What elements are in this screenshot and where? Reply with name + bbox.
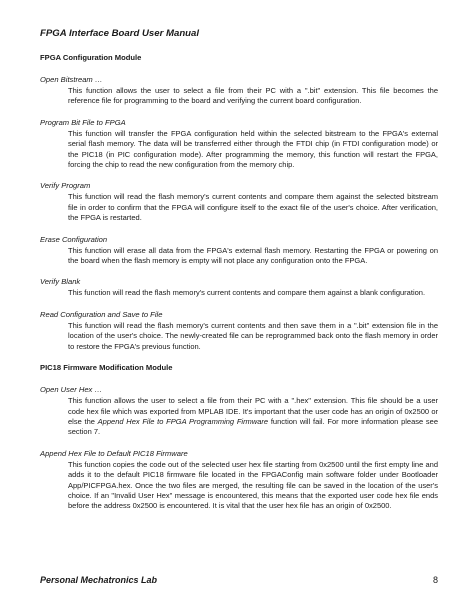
section-append-hex-file: [40, 449, 438, 512]
section-body: This function will erase all data from the FPGA's external flash memory. Restarting the FPGA or powering on the board when the flash memory is empty will not place any configuration onto the FPGA.: [68, 245, 438, 266]
section-program-bit-file: [40, 118, 438, 171]
section-erase-configuration: [40, 235, 438, 267]
section-title: Open Bitstream …: [40, 75, 103, 84]
section-title: Open User Hex …: [40, 385, 103, 395]
running-header-title: FPGA Interface Board User Manual: [40, 28, 200, 39]
body-text: This function allows the user to select a file from their PC with a ".hex" extension. This file should be a user code hex file which was exported from MPLAB IDE. It's important that the user code has an origin of 0x2500 or else the: [68, 396, 438, 426]
module-heading-fpga-configuration: FPGA Configuration Module: [40, 53, 142, 62]
section-title: Append Hex File to Default PIC18 Firmware: [40, 448, 188, 458]
section-read-configuration: [40, 310, 438, 352]
section-body: This function will read the flash memory's current contents and then save them in a ".bit" extension file in the location of the user's choice. The newly-created file can be reprogrammed back onto the flash memory in order to restore the FPGA's previous function.: [68, 320, 438, 351]
section-body: This function will read the flash memory's current contents and compare them against the selected bitstream file in order to confirm that the FPGA will configure itself to the exact file of the user's choice. After verification, the FPGA is restarted.: [68, 192, 438, 223]
section-title: Verify Blank: [40, 277, 81, 287]
section-open-user-hex: [40, 385, 438, 438]
section-title: Erase Configuration: [40, 234, 108, 244]
section-title: Program Bit File to FPGA: [40, 117, 126, 127]
section-body: This function copies the code out of the selected user hex file starting from 0x2500 until the first empty line and adds it to the default PIC18 firmware file located in the FPGAConfig main software folder under Bootloader App/PICFPGA.hex. Once the two files are merged, the resulting file can be saved in the location of the user's choice. If an "Invalid User Hex" message is encountered, this means that the exported user code hex file ends before the address 0x2500 is encountered. It is vital that the user hex file has an origin of 0x2500.: [68, 459, 438, 511]
section-body: This function will read the flash memory's current contents and compare them against a blank configuration.: [68, 288, 426, 298]
section-open-bitstream: [40, 75, 438, 107]
section-title: Read Configuration and Save to File: [40, 309, 163, 319]
section-title: Verify Program: [40, 181, 91, 191]
page-content: [40, 53, 438, 523]
section-body: This function will transfer the FPGA configuration held within the selected bitstream to the FPGA's external serial flash memory. The data will be transferred either through the FTDI chip (in FTDI configuration mode) or the PIC18 (in PIC configuration mode). After programming the memory, this function will restart the FPGA, forcing the chip to read the new configuration from the memory chip.: [68, 128, 438, 170]
section-body: [68, 396, 438, 438]
section-verify-blank: [40, 277, 438, 298]
module-heading-pic18-firmware: PIC18 Firmware Modification Module: [40, 363, 173, 373]
section-verify-program: [40, 181, 438, 223]
emphasized-function-name: Append Hex File to FPGA Programming Firmware: [97, 416, 269, 426]
page-number: 8: [432, 575, 438, 585]
body-text: function will fail. For more information please see section 7.: [68, 416, 438, 437]
section-body: This function allows the user to select a file from their PC with a ".bit" extension. This file becomes the reference file for programming to the board and verifying the current board configuration.: [68, 86, 438, 106]
footer-lab-name: Personal Mechatronics Lab: [40, 575, 158, 585]
